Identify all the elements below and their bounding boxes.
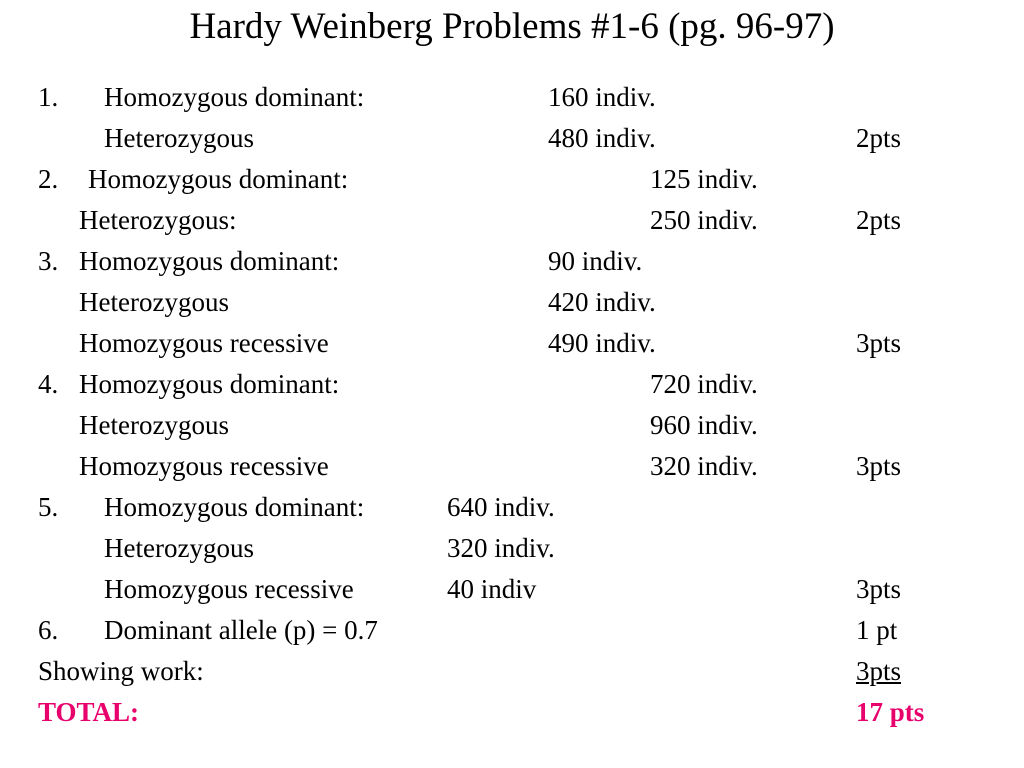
- total-label: TOTAL:: [38, 697, 140, 727]
- row-value: 320 indiv.: [447, 533, 555, 563]
- row-label: Heterozygous: [104, 533, 254, 563]
- row-label: Heterozygous: [79, 287, 229, 317]
- row-value: 250 indiv.: [650, 205, 758, 235]
- problem-number: 2.: [38, 164, 59, 194]
- row-points: 3pts: [856, 451, 902, 481]
- row-value: 160 indiv.: [548, 82, 656, 112]
- showing-work-points: 3pts: [856, 656, 902, 686]
- row-value: 640 indiv.: [447, 492, 555, 522]
- row-label: Heterozygous: [104, 123, 254, 153]
- row-label: Heterozygous: [79, 410, 229, 440]
- problem-number: 6.: [38, 615, 59, 645]
- row-label: Heterozygous:: [79, 205, 237, 235]
- problem-number: 3.: [38, 246, 59, 276]
- row-value: 960 indiv.: [650, 410, 758, 440]
- problem-number: 4.: [38, 369, 59, 399]
- row-label: Homozygous dominant:: [104, 492, 365, 522]
- row-points: 1 pt: [856, 615, 898, 645]
- row-value: 480 indiv.: [548, 123, 656, 153]
- problem-number: 1.: [38, 82, 59, 112]
- row-points: 2pts: [856, 123, 902, 153]
- row-value: 125 indiv.: [650, 164, 758, 194]
- page-title: Hardy Weinberg Problems #1-6 (pg. 96-97): [189, 6, 835, 47]
- row-value: 320 indiv.: [650, 451, 758, 481]
- row-label: Homozygous recessive: [104, 574, 354, 604]
- row-points: 3pts: [856, 328, 902, 358]
- row-label: Homozygous dominant:: [79, 246, 340, 276]
- row-points: 3pts: [856, 574, 902, 604]
- row-label: Dominant allele (p) = 0.7: [104, 615, 378, 645]
- row-value: 420 indiv.: [548, 287, 656, 317]
- row-label: Homozygous dominant:: [88, 164, 349, 194]
- row-label: Homozygous dominant:: [79, 369, 340, 399]
- row-label: Homozygous recessive: [79, 328, 329, 358]
- row-label: Homozygous dominant:: [104, 82, 365, 112]
- row-label: Homozygous recessive: [79, 451, 329, 481]
- total-points: 17 pts: [856, 697, 925, 727]
- problem-number: 5.: [38, 492, 59, 522]
- row-value: 40 indiv: [447, 574, 537, 604]
- showing-work-label: Showing work:: [38, 656, 204, 686]
- row-value: 90 indiv.: [548, 246, 643, 276]
- row-points: 2pts: [856, 205, 902, 235]
- row-value: 720 indiv.: [650, 369, 758, 399]
- row-value: 490 indiv.: [548, 328, 656, 358]
